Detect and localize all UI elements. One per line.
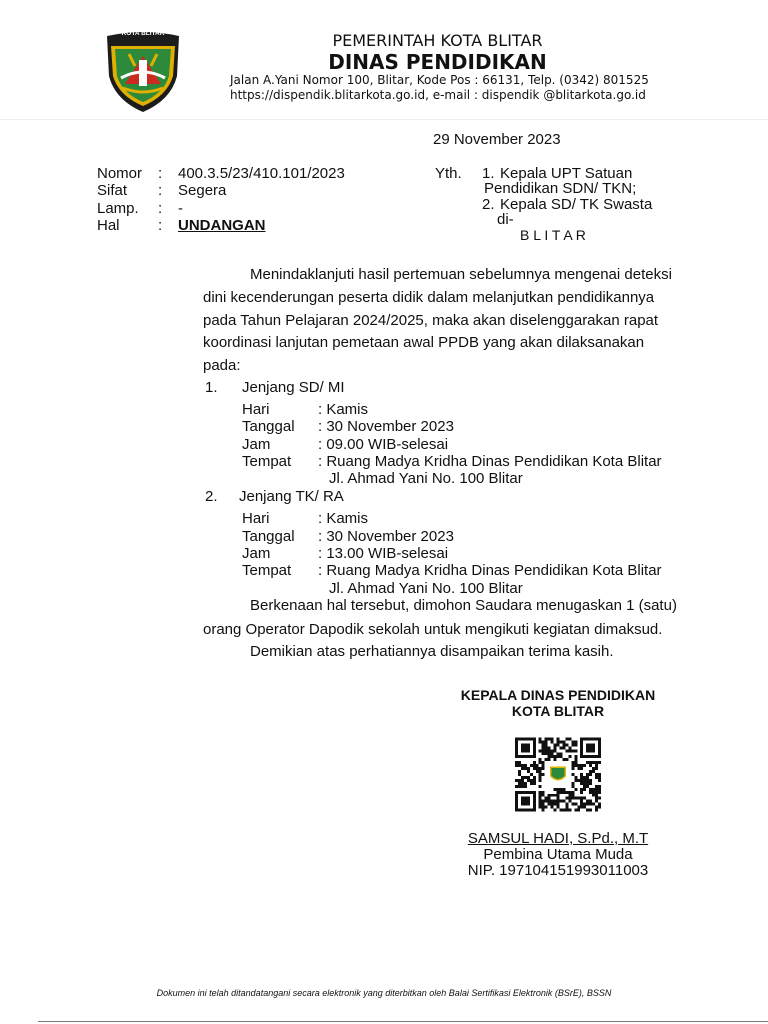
nomor-value: 400.3.5/23/410.101/2023 (178, 165, 345, 182)
event-number: 2. (205, 488, 218, 505)
jam-value: : 09.00 WIB-selesai (318, 436, 449, 453)
letterhead-divider (0, 119, 768, 120)
tanggal-value: : 30 November 2023 (318, 418, 454, 435)
hari-value: : Kamis (318, 510, 369, 527)
event-title: Jenjang TK/ RA (239, 488, 344, 505)
recipient-city: B L I T A R (520, 227, 586, 243)
recipient-label: Yth. (435, 165, 462, 182)
event-number: 1. (205, 379, 218, 396)
recipient-item2: Kepala SD/ TK Swasta (500, 196, 653, 213)
lamp-label: Lamp. (97, 200, 139, 217)
para1-line: Menindaklanjuti hasil pertemuan sebelumnya mengenai deteksi (250, 266, 672, 283)
recipient-item1-num: 1. (482, 165, 495, 182)
para1-line: pada: (203, 357, 241, 374)
para2-line: orang Operator Dapodik sekolah untuk mengikuti kegiatan dimaksud. (203, 621, 663, 638)
office-name: DINAS PENDIDIKAN (328, 50, 547, 74)
hal-label: Hal (97, 217, 120, 234)
sifat-label: Sifat (97, 182, 128, 199)
jam-label: Jam (242, 436, 271, 453)
recipient-di: di- (497, 211, 514, 228)
electronic-signature-note: Dokumen ini telah ditandatangani secara elektronik yang diterbitkan oleh Balai Sertifikasi Elektronik (BSrE), BSSN (156, 988, 612, 998)
event-title: Jenjang SD/ MI (242, 379, 345, 396)
letter-date: 29 November 2023 (433, 131, 561, 148)
office-contact: https://dispendik.blitarkota.go.id, e-mail : dispendik @blitarkota.go.id (230, 88, 646, 102)
lamp-value: - (178, 200, 183, 217)
para1-line: pada Tahun Pelajaran 2024/2025, maka akan diselenggarakan rapat (203, 312, 659, 329)
tanggal-label: Tanggal (242, 528, 295, 545)
signatory-city: KOTA BLITAR (511, 703, 605, 719)
hari-value: : Kamis (318, 401, 369, 418)
lamp-colon: : (158, 200, 163, 217)
para1-line: koordinasi lanjutan pemetaan awal PPDB yang akan dilaksanakan (203, 334, 645, 351)
sifat-value: Segera (178, 182, 227, 199)
sifat-colon: : (158, 182, 163, 199)
office-address: Jalan A.Yani Nomor 100, Blitar, Kode Pos : 66131, Telp. (0342) 801525 (230, 73, 649, 87)
tanggal-label: Tanggal (242, 418, 295, 435)
government-name: PEMERINTAH KOTA BLITAR (332, 31, 543, 50)
recipient-item1-line1: Kepala UPT Satuan (500, 165, 633, 182)
jam-label: Jam (242, 545, 271, 562)
para1-line: dini kecenderungan peserta didik dalam melanjutkan pendidikannya (203, 289, 655, 306)
qr-code (515, 737, 601, 812)
signatory-name: SAMSUL HADI, S.Pd., M.T (467, 830, 649, 847)
hal-value: UNDANGAN (178, 217, 266, 234)
recipient-item1-line2: Pendidikan SDN/ TKN; (484, 180, 637, 197)
hari-label: Hari (242, 510, 270, 527)
signatory-rank: Pembina Utama Muda (483, 846, 633, 863)
closing-line: Demikian atas perhatiannya disampaikan terima kasih. (250, 643, 614, 660)
para2-line: Berkenaan hal tersebut, dimohon Saudara menugaskan 1 (satu) (250, 597, 677, 614)
tanggal-value: : 30 November 2023 (318, 528, 454, 545)
hal-colon: : (158, 217, 163, 234)
nomor-colon: : (158, 165, 163, 182)
tempat-label: Tempat (242, 453, 292, 470)
signatory-nip: NIP. 197104151993011003 (467, 862, 649, 879)
svg-text:KOTA BLITAR: KOTA BLITAR (121, 30, 165, 37)
footer-line (38, 1021, 768, 1022)
jam-value: : 13.00 WIB-selesai (318, 545, 449, 562)
nomor-label: Nomor (97, 165, 143, 182)
recipient-item2-num: 2. (482, 196, 495, 213)
tempat-label: Tempat (242, 562, 292, 579)
kota-blitar-emblem (101, 26, 185, 114)
signatory-title: KEPALA DINAS PENDIDIKAN (460, 687, 656, 703)
tempat-address: Jl. Ahmad Yani No. 100 Blitar (329, 580, 523, 597)
tempat-value: : Ruang Madya Kridha Dinas Pendidikan Kota Blitar (318, 453, 662, 470)
tempat-address: Jl. Ahmad Yani No. 100 Blitar (329, 470, 523, 487)
tempat-value: : Ruang Madya Kridha Dinas Pendidikan Kota Blitar (318, 562, 662, 579)
hari-label: Hari (242, 401, 270, 418)
